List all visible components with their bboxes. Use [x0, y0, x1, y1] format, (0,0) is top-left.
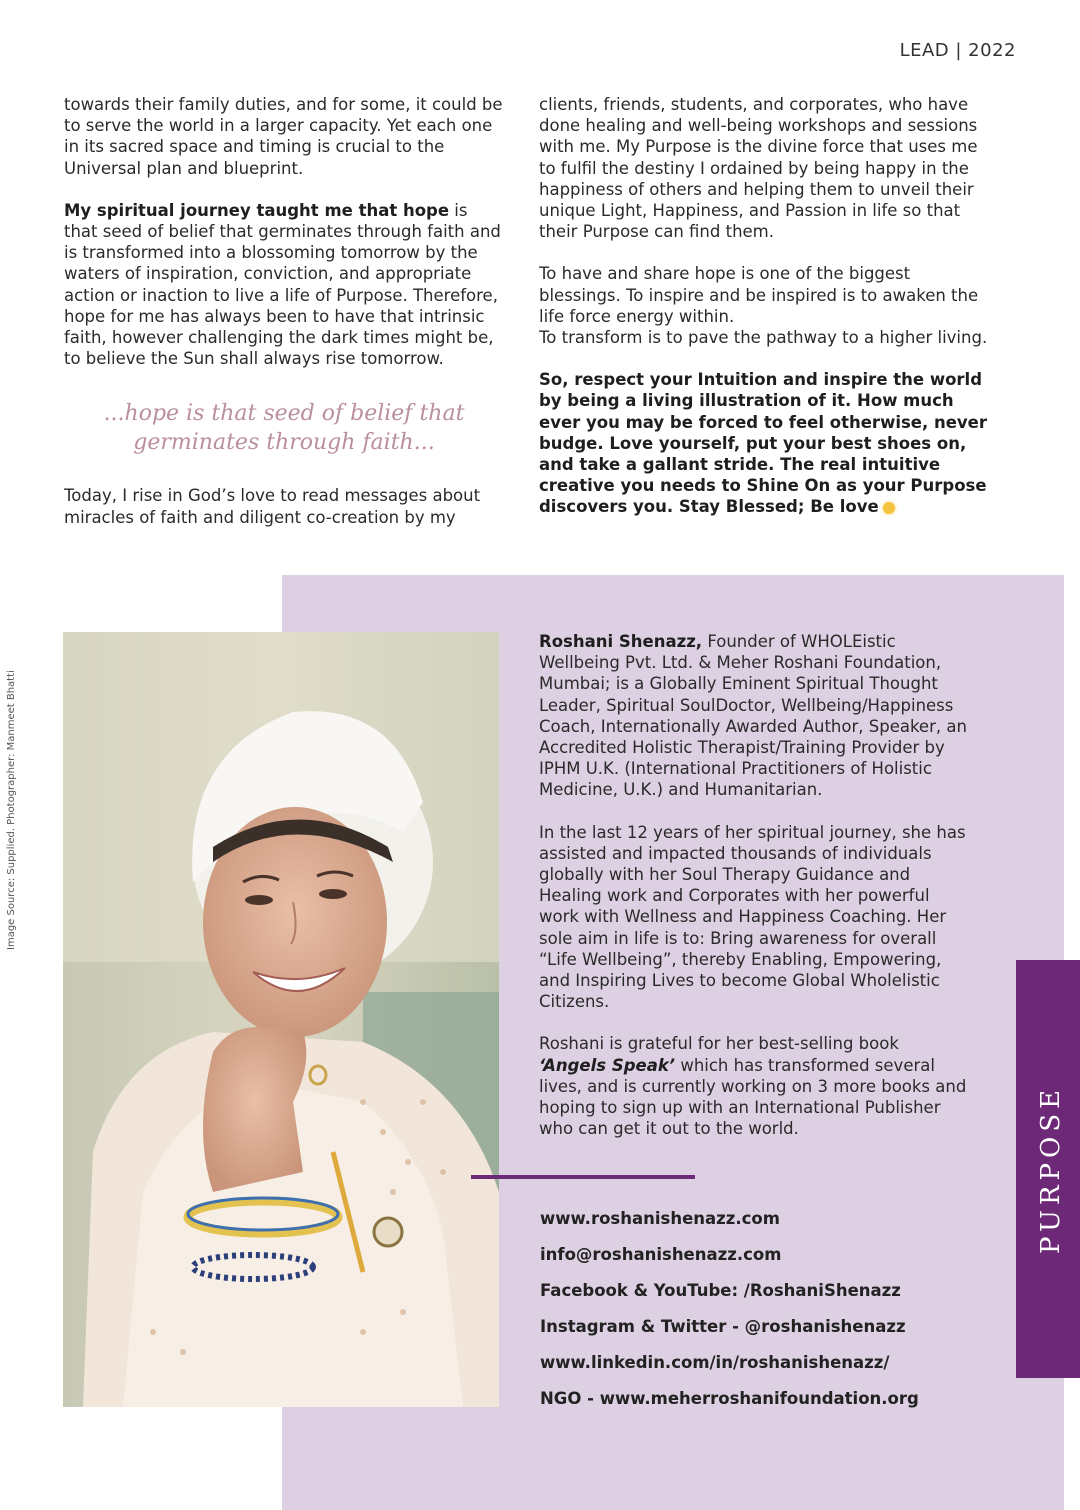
linkedin-link[interactable]: www.linkedin.com/in/roshanishenazz/: [540, 1353, 890, 1372]
closing-paragraph: So, respect your Intuition and inspire the world by being a living illustration of it. How much ever you may be forced to feel otherwise, never budge. Love yourself, put your best shoes on, and take a gallant stride. The real intuitive creative you needs to Shine On as your Purpose discovers you. Stay Blessed; Be love: [539, 370, 988, 517]
article-right-column: [539, 94, 989, 539]
pull-quote: ...hope is that seed of belief that germinates through faith...: [103, 401, 465, 456]
paragraph: My spiritual journey taught me that hope is that seed of belief that germinates through faith and is transformed into a blossoming tomorrow by the waters of inspiration, conviction, and appropriate action or inaction to live a life of Purpose. Therefore, hope for me has always been to have that intrinsic faith, however challenging the dark times might be, to believe the Sun shall always rise tomorrow.: [64, 200, 501, 369]
section-tab: PURPOSE: [1016, 960, 1080, 1378]
bio-paragraph: Roshani Shenazz, Founder of WHOLEistic Wellbeing Pvt. Ltd. & Meher Roshani Foundation, Mumbai; is a Globally Eminent Spiritual Thought Leader, Spiritual SoulDoctor, Wellbeing/Happiness Coach, Internationally Awarded Author, Speaker, an Accredited Holistic Therapist/Training Provider by IPHM U.K. (International Practitioners of Holistic Medicine, U.K.) and Humanitarian.: [539, 632, 967, 800]
author-photo: [63, 632, 499, 1407]
contact-links: [540, 1208, 919, 1424]
bio-paragraph: Roshani is grateful for her best-selling book ‘Angels Speak’ which has transformed several lives, and is currently working on 3 more books and hoping to sign up with an International Publisher who can get it out to the world.: [539, 1034, 967, 1139]
paragraph: To have and share hope is one of the biggest blessings. To inspire and be inspired is to awaken the life force energy within. To transform is to pave the pathway to a higher living.: [539, 264, 988, 348]
page-header: LEAD | 2022: [899, 40, 1016, 61]
author-name: Roshani Shenazz,: [539, 632, 703, 651]
bold-lead: My spiritual journey taught me that hope: [64, 200, 450, 220]
photo-credit: Image Source: Supplied. Photographer: Manmeet Bhatti: [6, 670, 17, 950]
email-link[interactable]: info@roshanishenazz.com: [540, 1245, 782, 1264]
divider: [471, 1175, 695, 1179]
paragraph: clients, friends, students, and corporates, who have done healing and well-being workshops and sessions with me. My Purpose is the divine force that uses me to fulfil the destiny I ordained by being happy in the happiness of others and helping them to unveil their unique Light, Happiness, and Passion in life so that their Purpose can find them.: [539, 95, 978, 242]
author-bio: [539, 631, 971, 1160]
ngo-link[interactable]: NGO - www.meherroshanifoundation.org: [540, 1389, 919, 1408]
article-left-column: [64, 94, 504, 549]
bio-paragraph: In the last 12 years of her spiritual journey, she has assisted and impacted thousands of individuals globally with her Soul Therapy Guidance and Healing work and Corporates with her powerful work with Wellness and Happiness Coaching. Her sole aim in life is to: Bring awareness for overall “Life Wellbeing”, thereby Enabling, Empowering, and Inspiring Lives to become Global Wholelistic Citizens.: [539, 822, 966, 1012]
paragraph: Today, I rise in God’s love to read messages about miracles of faith and diligent co-creation by my: [64, 486, 481, 527]
website-link[interactable]: www.roshanishenazz.com: [540, 1209, 780, 1228]
sun-emoji-icon: [883, 502, 895, 514]
book-title: ‘Angels Speak’: [539, 1055, 676, 1075]
instagram-twitter-link[interactable]: Instagram & Twitter - @roshanishenazz: [540, 1317, 906, 1336]
facebook-youtube-link[interactable]: Facebook & YouTube: /RoshaniShenazz: [540, 1281, 901, 1300]
paragraph: towards their family duties, and for some, it could be to serve the world in a larger capacity. Yet each one in its sacred space and timing is crucial to the Universal plan and blueprint.: [64, 95, 503, 178]
